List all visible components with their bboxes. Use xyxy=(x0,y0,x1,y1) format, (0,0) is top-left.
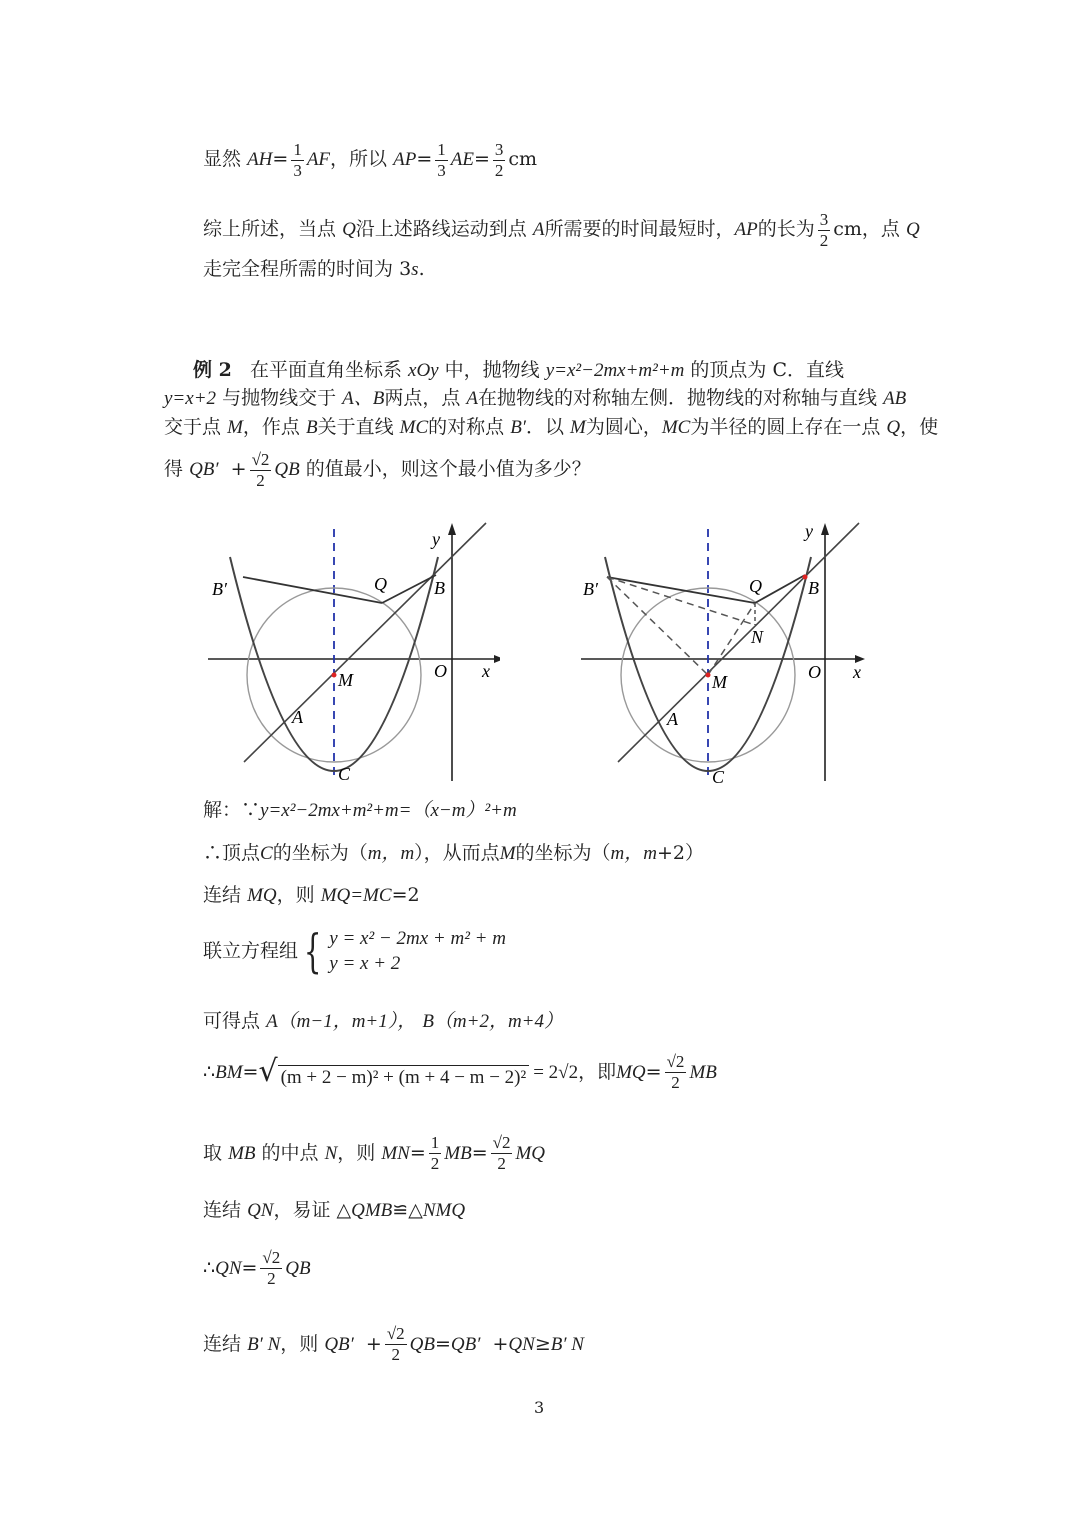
text: ，易证 △ xyxy=(273,1199,352,1221)
math: s xyxy=(411,259,419,280)
y-axis-arrow xyxy=(821,523,829,535)
figure-left xyxy=(200,515,500,790)
fraction: $\frac{√2}{2}$ xyxy=(386,1324,405,1364)
label-a: A xyxy=(292,707,303,727)
text: 连结 xyxy=(203,1332,242,1355)
text: 连结 xyxy=(203,1199,242,1221)
fraction: $\frac{√2}{2}$ xyxy=(251,450,270,490)
text: = xyxy=(645,1060,662,1083)
text: 所需要的时间最短时， xyxy=(544,218,735,241)
math: N xyxy=(324,1142,338,1164)
fraction: $\frac{3}{2}$ xyxy=(494,140,504,180)
math: NMQ xyxy=(422,1200,466,1221)
fraction: $\frac{√2}{2}$ xyxy=(666,1052,685,1092)
text: ，则 xyxy=(337,1141,376,1164)
text: 为圆心， xyxy=(585,416,662,438)
label-q: Q xyxy=(374,574,387,594)
math: A xyxy=(466,388,479,409)
y-axis-arrow xyxy=(448,523,456,535)
math: Q xyxy=(342,219,356,241)
fraction: $\frac{√2}{2}$ xyxy=(262,1248,281,1288)
label-a: A xyxy=(667,709,678,729)
label-x: x xyxy=(482,661,490,681)
solution-line-1 xyxy=(203,801,517,820)
math: y=x²−2mx+m²+m=（x−m）²+m xyxy=(260,800,517,821)
text-line-1 xyxy=(203,140,537,180)
text: = xyxy=(409,1141,426,1164)
math: QMB xyxy=(351,1200,393,1221)
label-o: O xyxy=(808,662,821,682)
math: QB′ xyxy=(324,1333,354,1355)
text: 的顶点为 C．直线 xyxy=(690,359,844,381)
dashed-bn xyxy=(607,577,755,625)
text: ∴ xyxy=(203,1256,216,1279)
text: = xyxy=(434,1332,451,1355)
text: 为半径的圆上存在一点 xyxy=(690,416,881,438)
math: MB xyxy=(444,1142,472,1164)
text: ∴ xyxy=(203,1060,216,1083)
example-line-2 xyxy=(164,389,906,408)
math: B xyxy=(305,417,318,438)
text: = xyxy=(242,1060,259,1083)
math: QB′ xyxy=(189,459,219,481)
math: B′ N xyxy=(550,1333,584,1355)
text: 的对称点 xyxy=(428,416,505,438)
sqrt-expression: √ (m + 2 − m)² + (m + 4 − m − 2)² xyxy=(258,1057,529,1087)
solution-line-3 xyxy=(203,886,420,905)
math: M xyxy=(499,843,516,864)
x-axis-arrow xyxy=(494,655,500,663)
label-c: C xyxy=(338,764,351,784)
example-line-4 xyxy=(164,450,591,490)
example-line-1 xyxy=(193,361,844,380)
text: + xyxy=(492,1332,509,1355)
label-y: y xyxy=(432,529,440,549)
math: （m+2，m+4） xyxy=(433,1011,564,1032)
math: MB xyxy=(228,1142,256,1164)
unit: cm xyxy=(508,148,538,171)
text: ．以 xyxy=(525,416,564,438)
math: MQ=MC xyxy=(320,885,392,906)
math: M xyxy=(570,417,586,438)
text: ，即 xyxy=(578,1060,617,1083)
math: （m−1，m+1）， xyxy=(277,1011,417,1032)
math: QB xyxy=(285,1257,311,1279)
math: C xyxy=(260,843,273,864)
text: 可得点 xyxy=(203,1010,261,1032)
fraction: $\frac{√2}{2}$ xyxy=(492,1133,511,1173)
text: cm，点 xyxy=(833,218,900,241)
math: QN xyxy=(247,1200,274,1221)
text: 走完全程所需的时间为 xyxy=(203,258,394,280)
text: 与抛物线交于 xyxy=(222,387,337,409)
text: 的中点 xyxy=(261,1141,319,1164)
math: MQ xyxy=(515,1142,546,1164)
solution-line-6 xyxy=(203,1052,717,1092)
math: MC xyxy=(399,417,429,438)
solution-line-4 xyxy=(203,924,506,978)
line-ab xyxy=(618,523,859,762)
math: Q xyxy=(886,417,901,438)
label-b: B xyxy=(434,578,445,598)
text: 显然 xyxy=(203,148,242,171)
example-line-3 xyxy=(164,418,938,437)
segment-bq xyxy=(607,577,755,603)
text: = xyxy=(416,148,433,171)
math: BM xyxy=(215,1061,243,1083)
text: 连结 xyxy=(203,884,242,906)
math: AH xyxy=(247,149,273,171)
text: ），从而点 xyxy=(414,842,500,864)
math: y=x²−2mx+m²+m xyxy=(545,360,685,381)
text: 综上所述，当点 xyxy=(203,218,337,241)
math: m，m xyxy=(367,843,415,864)
text: = xyxy=(241,1256,258,1279)
math: A、B xyxy=(342,388,385,409)
fraction: $\frac{1}{3}$ xyxy=(293,140,302,180)
solution-line-2 xyxy=(203,844,704,863)
math: xOy xyxy=(408,360,439,381)
solution-line-9 xyxy=(203,1248,311,1288)
text: = xyxy=(272,148,289,171)
text: ∴顶点 xyxy=(203,842,261,864)
math: AP xyxy=(393,149,417,171)
text: = xyxy=(471,1141,488,1164)
label-b-prime: B′ xyxy=(583,579,598,599)
text: + xyxy=(365,1332,382,1355)
label-y: y xyxy=(805,521,813,541)
text: 两点，点 xyxy=(384,387,461,409)
point-b xyxy=(803,575,808,580)
math: Q xyxy=(905,219,920,241)
solution-line-7 xyxy=(203,1133,545,1173)
text: 3 xyxy=(399,258,412,280)
math: QB xyxy=(409,1333,435,1355)
text: =2 xyxy=(391,884,420,906)
equation-row-1: y = x² − 2mx + m² + m xyxy=(329,928,506,949)
label-b: B xyxy=(808,578,819,598)
text: 关于直线 xyxy=(317,416,394,438)
math: B′ xyxy=(510,417,526,438)
math: y=x+2 xyxy=(164,388,217,409)
label-b-prime: B′ xyxy=(212,579,227,599)
math: A xyxy=(532,219,545,241)
text: 解：∵ xyxy=(203,799,261,821)
text: ≌△ xyxy=(392,1199,423,1221)
text: = 2√2 xyxy=(533,1061,579,1083)
example-label: 例 2 xyxy=(193,359,232,381)
label-o: O xyxy=(434,661,447,681)
text: 得 xyxy=(164,458,184,481)
text: 取 xyxy=(203,1141,223,1164)
math: MQ xyxy=(616,1061,646,1083)
math: QN xyxy=(508,1333,535,1355)
solution-line-8 xyxy=(203,1201,465,1220)
text: 在抛物线的对称轴左侧．抛物线的对称轴与直线 xyxy=(478,387,878,409)
text: ，作点 xyxy=(242,416,300,438)
math: AP xyxy=(734,219,758,241)
math: m，m xyxy=(610,843,657,864)
math: MC xyxy=(661,417,691,438)
fraction: $\frac{3}{2}$ xyxy=(819,210,829,250)
text: 在平面直角坐标系 xyxy=(249,359,402,381)
text: 中，抛物线 xyxy=(444,359,540,381)
math: QB′ xyxy=(450,1333,481,1355)
math: A xyxy=(266,1011,278,1032)
text-line-2 xyxy=(203,210,920,250)
line-ab xyxy=(244,523,486,762)
text: 的坐标为（ xyxy=(515,842,611,864)
text: 交于点 xyxy=(164,416,222,438)
label-n: N xyxy=(751,627,764,647)
math: AF xyxy=(306,149,331,171)
text: ，则 xyxy=(280,1332,319,1355)
math: AE xyxy=(450,149,474,171)
text: 的坐标为（ xyxy=(272,842,368,864)
fraction: $\frac{1}{3}$ xyxy=(437,140,446,180)
math: B xyxy=(422,1011,434,1032)
label-m: M xyxy=(712,672,727,692)
text: 联立方程组 xyxy=(203,939,299,962)
text: ，所以 xyxy=(330,148,388,171)
label-x: x xyxy=(853,662,861,682)
text: ，则 xyxy=(276,884,315,906)
math: MQ xyxy=(247,885,277,906)
dashed-mq xyxy=(708,603,755,675)
equation-row-2: y = x + 2 xyxy=(329,953,401,974)
label-q: Q xyxy=(749,576,762,596)
text: ，使 xyxy=(900,416,939,438)
segment-qb xyxy=(755,575,805,603)
text-line-3 xyxy=(203,260,425,279)
text: 沿上述路线运动到点 xyxy=(355,218,527,241)
segment-bq xyxy=(243,577,382,603)
label-c: C xyxy=(712,767,725,787)
math: QN xyxy=(215,1257,242,1279)
fraction: $\frac{1}{2}$ xyxy=(430,1133,440,1173)
equation-system xyxy=(298,924,506,978)
math: MB xyxy=(689,1061,717,1083)
point-m xyxy=(332,673,337,678)
solution-line-5 xyxy=(203,1012,563,1031)
text: +2） xyxy=(656,842,704,864)
point-m xyxy=(706,673,711,678)
brace: { xyxy=(303,924,322,978)
text: 的值最小，则这个最小值为多少？ xyxy=(305,458,591,481)
page-number: 3 xyxy=(534,1398,545,1417)
math: AB xyxy=(883,388,907,409)
solution-line-10 xyxy=(203,1324,584,1364)
math: B′ N xyxy=(247,1333,281,1355)
text: 的长为 xyxy=(757,218,815,241)
text: . xyxy=(418,258,425,280)
text: ≥ xyxy=(534,1332,551,1355)
math: MN xyxy=(381,1142,410,1164)
figure-right xyxy=(575,515,875,790)
text: = xyxy=(473,148,490,171)
label-m: M xyxy=(338,670,353,690)
text: + xyxy=(230,458,247,481)
math: M xyxy=(227,417,243,438)
math: QB xyxy=(274,459,300,481)
